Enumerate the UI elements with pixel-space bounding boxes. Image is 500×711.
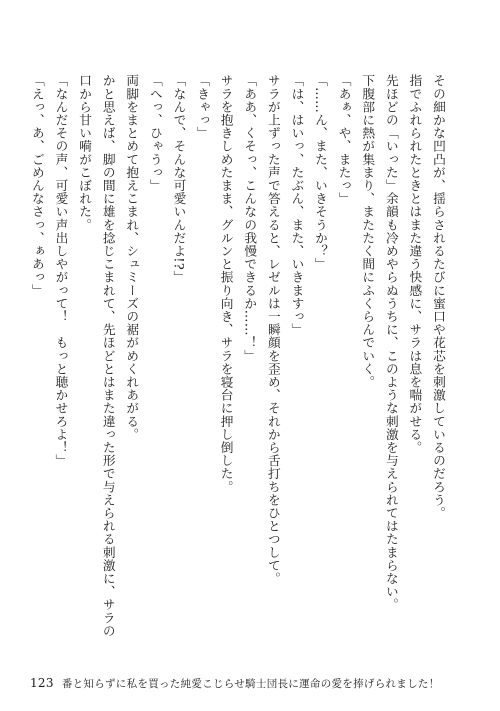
text-line: かと思えば、脚の間に雄を捻じこまれて、先ほどとはまた違った形で与えられる刺激に、サラの [100,74,116,638]
text-line: 「きゃっ」 [195,74,211,140]
text-line: 両脚をまとめて抱えこまれ、シュミーズの裾がめくれあがる。 [124,74,140,441]
text-line: サラを抱きしめたまま、グルンと振り向き、サラを寝台に押し倒した。 [218,74,234,494]
text-line: 「ああ、くそっ、こんなの我慢できるか……！」 [242,74,258,363]
text-line: 下腹部に熱が集まり、またたく間にふくらんでいく。 [360,74,376,389]
text-line: その細かな凹凸が、揺らされるたびに蜜口や花芯を刺激しているのだろう。 [431,74,446,520]
text-line: 「……ん、また、いきそうか？」 [313,74,329,271]
text-line: 指でふれられたときとはまた違う快感に、サラは息を喘がせる。 [407,74,423,454]
text-line: 「なんだその声、可愛い声出しやがって！ もっと聴かせろよ！」 [53,74,69,467]
text-line: サラが上ずった声で答えると、レゼルは一瞬顔を歪め、それから舌打ちをひとつして。 [265,74,281,585]
running-title: 番と知らずに私を買った純愛こじらせ騎士団長に運命の愛を捧げられました！ [61,678,440,690]
text-line: 「なんで、そんな可愛いんだよ!?」 [171,74,187,284]
text-line: 「あぁ、や、またっ」 [336,74,352,205]
text-line: 先ほどの「いった」余韻も冷めやらぬうちに、このような刺激を与えられてはたまらない。 [383,74,399,612]
text-line: 口から甘い嗬がこぼれた。 [77,74,93,232]
text-line: 「えっ、あ、ごめんなさっ、ぁあっ」 [29,74,45,297]
page-number: 123 [30,676,54,690]
text-line: 「へっ、ひゃうっ」 [147,74,163,192]
page-footer [30,676,440,691]
body-text [29,74,450,646]
text-line: 「は、はいっ、たぶん、また、いきますっ」 [289,74,305,336]
